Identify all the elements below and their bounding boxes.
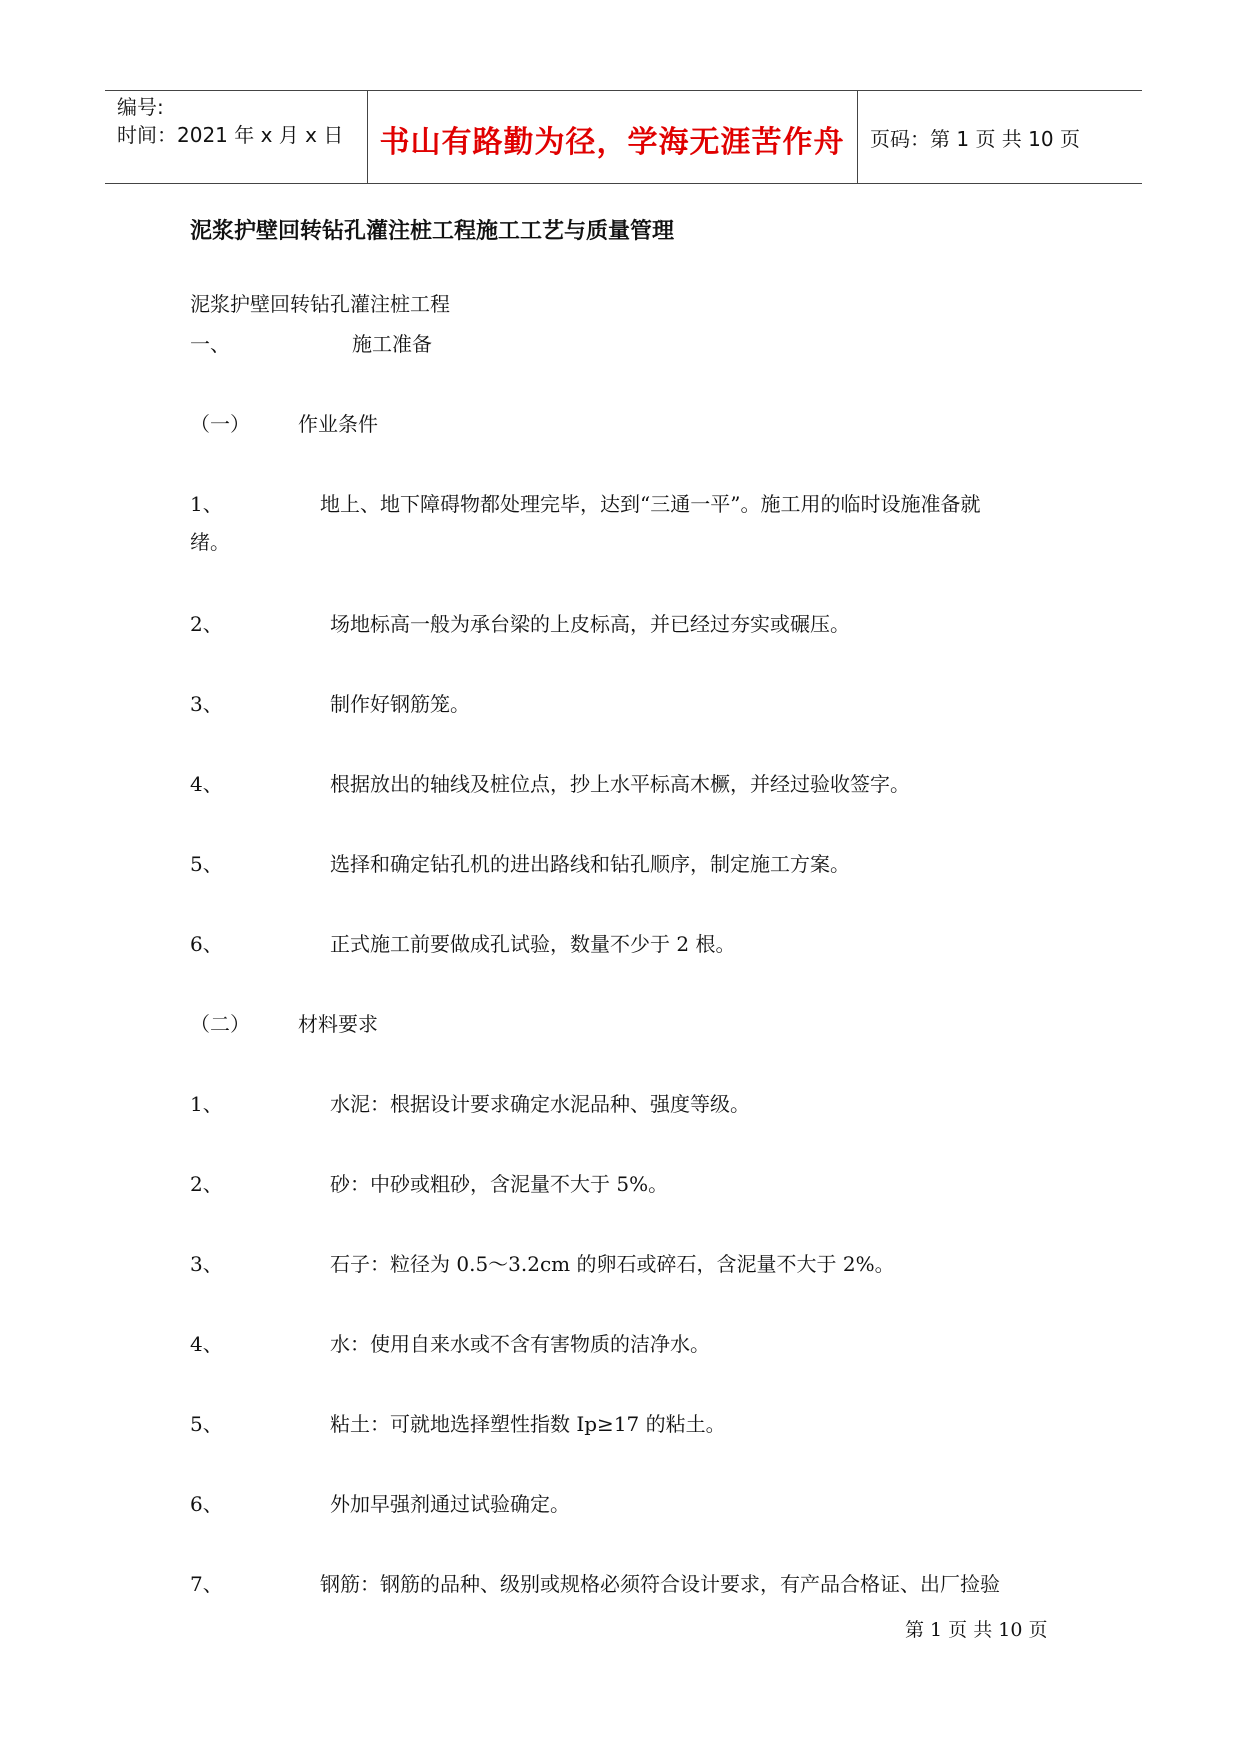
header-meta <box>117 93 343 149</box>
header-page-info: 页码：第 1 页 共 10 页 <box>870 127 1080 151</box>
item-number: 6、 <box>190 1492 223 1516</box>
item-text: 砂：中砂或粗砂，含泥量不大于 5%。 <box>330 1172 669 1196</box>
item-text: 粘土：可就地选择塑性指数 Ip≥17 的粘土。 <box>330 1412 726 1436</box>
item-number: 5、 <box>190 852 223 876</box>
subsection-heading: 作业条件 <box>298 412 378 436</box>
item-text: 水：使用自来水或不含有害物质的洁净水。 <box>330 1332 710 1356</box>
item-text: 石子：粒径为 0.5～3.2cm 的卵石或碎石，含泥量不大于 2%。 <box>330 1252 895 1276</box>
item-text: 选择和确定钻孔机的进出路线和钻孔顺序，制定施工方案。 <box>330 852 850 876</box>
item-number: 5、 <box>190 1412 223 1436</box>
document-time-label: 时间：2021 年 x 月 x 日 <box>117 123 344 147</box>
item-number: 4、 <box>190 772 223 796</box>
item-number: 1、 <box>190 1092 223 1116</box>
item-text: 地上、地下障碍物都处理完毕，达到“三通一平”。施工用的临时设施准备就 <box>320 492 981 516</box>
item-text: 场地标高一般为承台梁的上皮标高，并已经过夯实或碾压。 <box>330 612 850 636</box>
section-number: 一、 <box>190 332 230 356</box>
item-text-continued: 绪。 <box>190 530 230 554</box>
subsection-number: （二） <box>190 1012 250 1036</box>
item-number: 3、 <box>190 692 223 716</box>
item-number: 4、 <box>190 1332 223 1356</box>
item-text: 根据放出的轴线及桩位点，抄上水平标高木橛，并经过验收签字。 <box>330 772 910 796</box>
item-text: 水泥：根据设计要求确定水泥品种、强度等级。 <box>330 1092 750 1116</box>
item-text: 钢筋：钢筋的品种、级别或规格必须符合设计要求，有产品合格证、出厂捡验 <box>320 1572 1000 1596</box>
page-footer: 第 1 页 共 10 页 <box>905 1619 1048 1641</box>
page-header <box>105 90 1142 184</box>
item-text: 外加早强剂通过试验确定。 <box>330 1492 570 1516</box>
section-heading: 施工准备 <box>352 332 432 356</box>
item-number: 7、 <box>190 1572 223 1596</box>
header-divider-right <box>857 91 858 183</box>
item-text: 制作好钢筋笼。 <box>330 692 470 716</box>
item-number: 3、 <box>190 1252 223 1276</box>
item-text: 正式施工前要做成孔试验，数量不少于 2 根。 <box>330 932 736 956</box>
item-number: 2、 <box>190 1172 223 1196</box>
document-subtitle: 泥浆护壁回转钻孔灌注桩工程 <box>190 292 450 316</box>
document-number-label: 编号: <box>117 95 164 119</box>
item-number: 2、 <box>190 612 223 636</box>
header-motto: 书山有路勤为径，学海无涯苦作舟 <box>379 125 845 160</box>
subsection-heading: 材料要求 <box>298 1012 378 1036</box>
subsection-number: （一） <box>190 412 250 436</box>
item-number: 6、 <box>190 932 223 956</box>
item-number: 1、 <box>190 492 223 516</box>
document-title: 泥浆护壁回转钻孔灌注桩工程施工工艺与质量管理 <box>190 219 675 244</box>
